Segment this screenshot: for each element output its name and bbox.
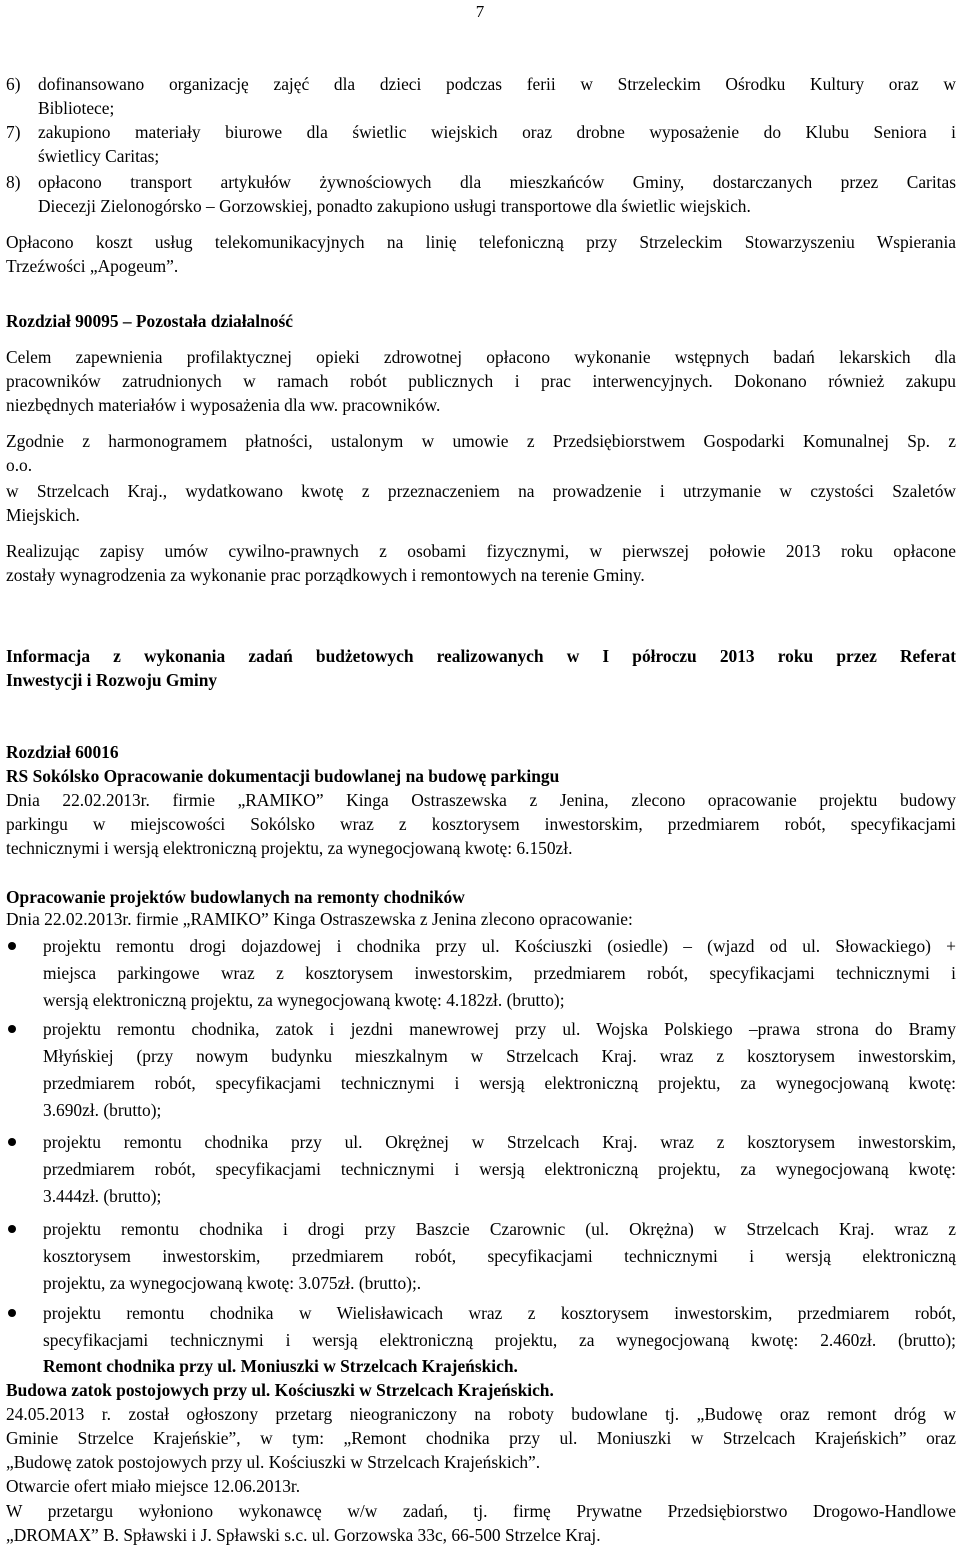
paragraph-otwarcie: Otwarcie ofert miało miejsce 12.06.2013r. (6, 1476, 301, 1496)
bullet-line: 3.444zł. (brutto); (43, 1186, 162, 1206)
subheading-rs-sokolsko: RS Sokólsko Opracowanie dokumentacji budowlanej na budowę parkingu (6, 766, 560, 786)
subheading-chodniki: Opracowanie projektów budowlanych na remonty chodników (6, 887, 465, 907)
paragraph-ramiko-chodniki: Dnia 22.02.2013r. firmie „RAMIKO” Kinga Ostraszewska z Jenina zlecono opracowanie: (6, 909, 633, 929)
paragraph-line: Opłacono koszt usług telekomunikacyjnych na linię telefoniczną przy Strzeleckim Stowarzyszeniu Wspierania (6, 232, 956, 252)
paragraph-line: Celem zapewnienia profilaktycznej opieki zdrowotnej opłacono wykonanie wstępnych badań lekarskich dla (6, 347, 956, 367)
paragraph-line: technicznymi i wersją elektroniczną projektu, za wynegocjowaną kwotę: 6.150zł. (6, 838, 573, 858)
paragraph-line: Realizując zapisy umów cywilno-prawnych z osobami fizycznymi, w pierwszej połowie 2013 roku opłacone (6, 541, 956, 561)
paragraph-line: parkingu w miejscowości Sokólsko wraz z kosztorysem inwestorskim, przedmiarem robót, specyfikacjami (6, 814, 956, 834)
bold-remont-moniuszki: Remont chodnika przy ul. Moniuszki w Strzelcach Krajeńskich. (43, 1356, 518, 1376)
section-heading-90095: Rozdział 90095 – Pozostała działalność (6, 311, 293, 331)
bullet-icon (8, 942, 16, 950)
bullet-line: przedmiarem robót, specyfikacjami technicznymi i wersją elektroniczną projektu, za wynegocjowaną kwotę: (43, 1159, 956, 1179)
bullet-line: projektu remontu chodnika w Wielisławicach wraz z kosztorysem inwestorskim, przedmiarem robót, (43, 1303, 956, 1323)
paragraph-line: Trzeźwości „Apogeum”. (6, 256, 179, 276)
list-item-line: zakupiono materiały biurowe dla świetlic wiejskich oraz drobne wyposażenie do Klubu Seniora i (38, 122, 956, 142)
paragraph-line: Dnia 22.02.2013r. firmie „RAMIKO” Kinga Ostraszewska z Jenina, zlecono opracowanie projektu budowy (6, 790, 956, 810)
list-item-line: Bibliotece; (38, 98, 115, 118)
paragraph-line: zostały wynagrodzenia za wykonanie prac porządkowych i remontowych na terenie Gminy. (6, 565, 645, 585)
bullet-line: projektu remontu chodnika, zatok i jezdni manewrowej przy ul. Wojska Polskiego –prawa strona do Bramy (43, 1019, 956, 1039)
bullet-line: projektu, za wynegocjowaną kwotę: 3.075zł. (brutto);. (43, 1273, 422, 1293)
paragraph-line: 24.05.2013 r. został ogłoszony przetarg nieograniczony na roboty budowlane tj. „Budowę oraz remont dróg w (6, 1404, 956, 1424)
bullet-line: 3.690zł. (brutto); (43, 1100, 162, 1120)
bullet-icon (8, 1225, 16, 1233)
paragraph-line: Miejskich. (6, 505, 80, 525)
list-number: 8) (6, 172, 21, 192)
bullet-line: Młyńskiej (przy nowym budynku mieszkalnym w Strzelcach Kraj. wraz z kosztorysem inwestorskim, (43, 1046, 956, 1066)
bullet-line: wersją elektroniczną projektu, za wynegocjowaną kwotę: 4.182zł. (brutto); (43, 990, 565, 1010)
paragraph-line: Gminie Strzelce Krajeńskie”, w tym: „Remont chodnika przy ul. Moniuszki w Strzelcach Krajeńskich” oraz (6, 1428, 956, 1448)
paragraph-line: Zgodnie z harmonogramem płatności, ustalonym w umowie z Przedsiębiorstwem Gospodarki Komunalnej Sp. z (6, 431, 956, 451)
list-item-line: Diecezji Zielonogórsko – Gorzowskiej, ponadto zakupiono usługi transportowe dla świetlic wiejskich. (38, 196, 751, 216)
bullet-line: projektu remontu chodnika i drogi przy Baszcie Czarownic (ul. Okrężna) w Strzelcach Kraj. wraz z (43, 1219, 956, 1239)
bullet-icon (8, 1138, 16, 1146)
bullet-line: kosztorysem inwestorskim, przedmiarem robót, specyfikacjami technicznymi i wersją elektroniczną (43, 1246, 956, 1266)
paragraph-line: „Budowę zatok postojowych przy ul. Kościuszki w Strzelcach Krajeńskich”. (6, 1452, 541, 1472)
bullet-line: przedmiarem robót, specyfikacjami technicznymi i wersją elektroniczną projektu, za wynegocjowaną kwotę: (43, 1073, 956, 1093)
bullet-icon (8, 1309, 16, 1317)
subheading-zatoki: Budowa zatok postojowych przy ul. Kościuszki w Strzelcach Krajeńskich. (6, 1380, 554, 1400)
paragraph-line: „DROMAX” B. Spławski i J. Spławski s.c. ul. Gorzowska 33c, 66-500 Strzelce Kraj. (6, 1525, 601, 1545)
paragraph-line: W przetargu wyłoniono wykonawcę w/w zadań, tj. firmę Prywatne Przedsiębiorstwo Drogowo-Handlowe (6, 1501, 956, 1521)
paragraph-line: o.o. (6, 455, 33, 475)
list-number: 7) (6, 122, 21, 142)
bullet-icon (8, 1025, 16, 1033)
list-item-line: świetlicy Caritas; (38, 146, 160, 166)
list-item-line: dofinansowano organizację zajęć dla dzieci podczas ferii w Strzeleckim Ośrodku Kultury oraz w (38, 74, 956, 94)
heading-line: Inwestycji i Rozwoju Gminy (6, 670, 218, 690)
bullet-line: specyfikacjami technicznymi i wersją elektroniczną projektu, za wynegocjowaną kwotę: 2.460zł. (brutto); (43, 1330, 956, 1350)
section-heading-60016: Rozdział 60016 (6, 742, 119, 762)
paragraph-line: w Strzelcach Kraj., wydatkowano kwotę z przeznaczeniem na prowadzenie i utrzymanie w czystości Szaletów (6, 481, 956, 501)
bullet-line: projektu remontu chodnika przy ul. Okrężnej w Strzelcach Kraj. wraz z kosztorysem inwestorskim, (43, 1132, 956, 1152)
paragraph-line: pracowników zatrudnionych w ramach robót publicznych i prac interwencyjnych. Dokonano również zakupu (6, 371, 956, 391)
paragraph-line: niezbędnych materiałów i wyposażenia dla ww. pracowników. (6, 395, 441, 415)
list-item-line: opłacono transport artykułów żywnościowych dla mieszkańców Gminy, dostarczanych przez Caritas (38, 172, 956, 192)
page-number: 7 (475, 2, 485, 21)
bullet-line: projektu remontu drogi dojazdowej i chodnika przy ul. Kościuszki (osiedle) – (wjazd od ul. Słowackiego) + (43, 936, 956, 956)
heading-line: Informacja z wykonania zadań budżetowych realizowanych w I półroczu 2013 roku przez Referat (6, 646, 956, 666)
bullet-line: miejsca parkingowe wraz z kosztorysem inwestorskim, przedmiarem robót, specyfikacjami technicznymi i (43, 963, 956, 983)
list-number: 6) (6, 74, 21, 94)
